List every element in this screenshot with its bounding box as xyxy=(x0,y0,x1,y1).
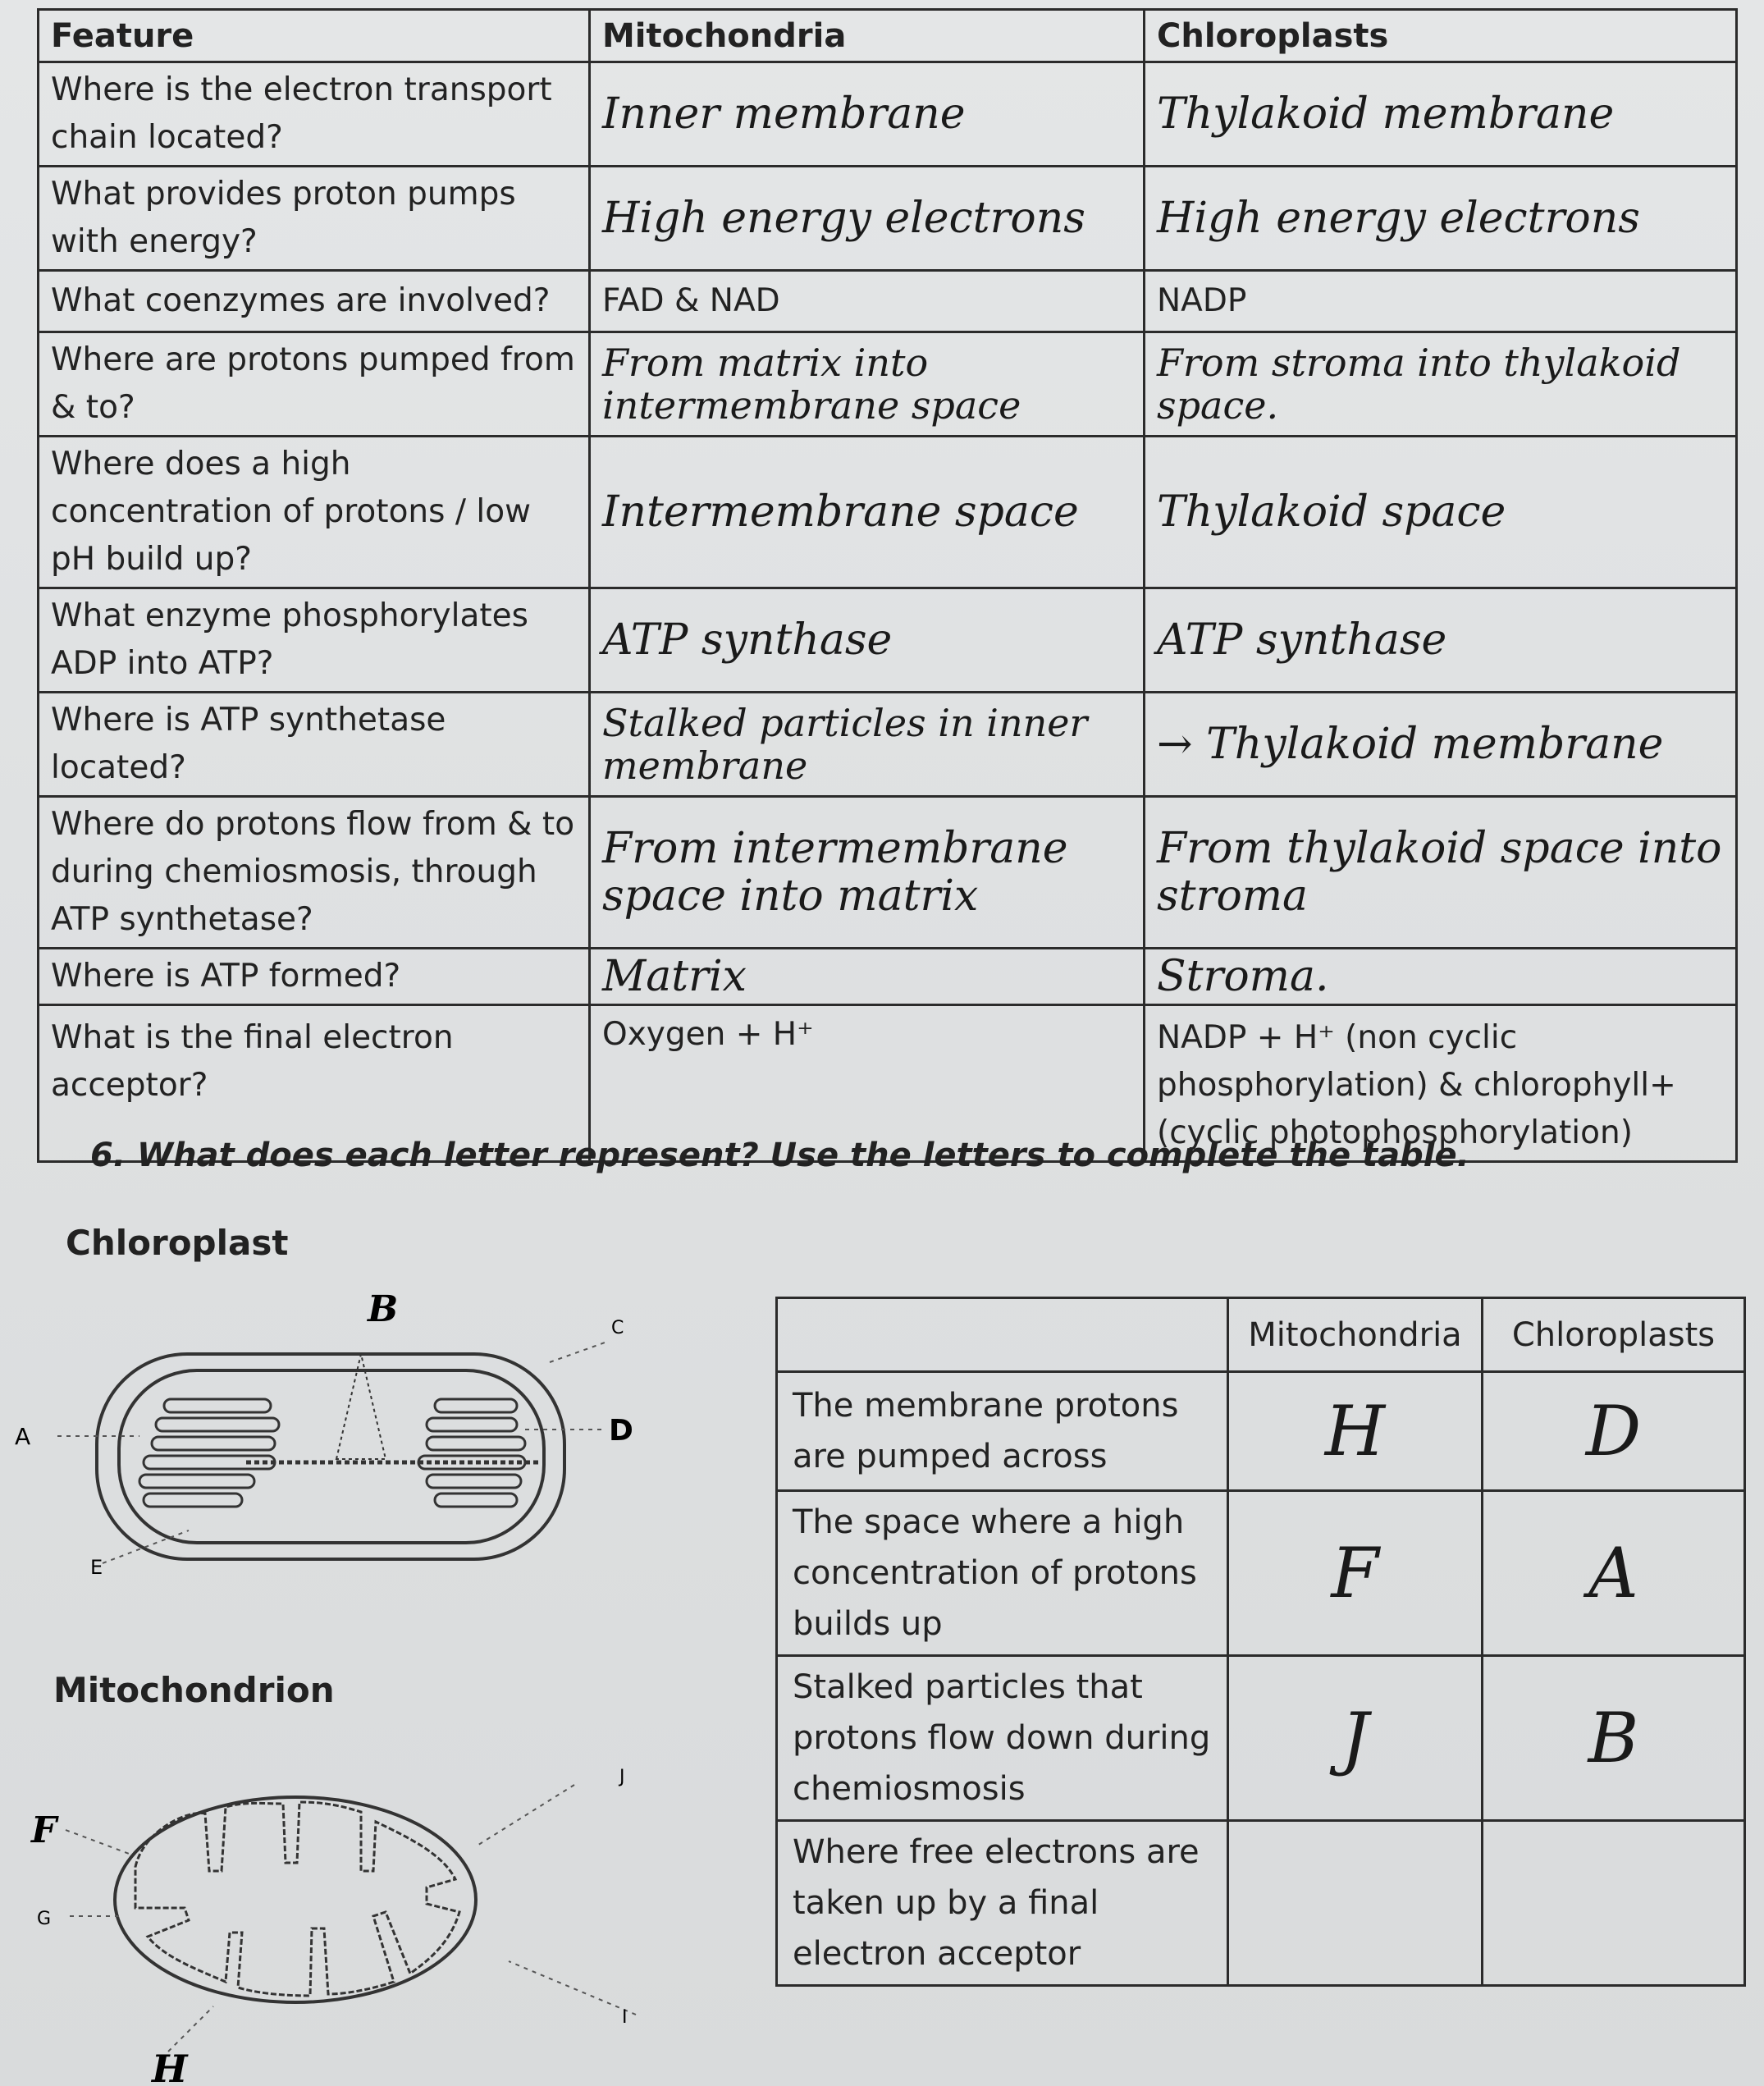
header-feature: Feature xyxy=(39,10,590,62)
chloroplast-label-b: B xyxy=(368,1288,399,1330)
feature-comparison-table xyxy=(37,8,1738,1163)
chloroplasts-answer: From thylakoid space into stroma xyxy=(1145,797,1737,949)
thylakoid-stack-right xyxy=(418,1399,525,1507)
feature-cell: What is the final electron acceptor? xyxy=(39,1005,590,1162)
mitochondria-letter xyxy=(1228,1821,1483,1986)
mitochondria-letter: J xyxy=(1228,1656,1483,1821)
mitochondria-answer: From matrix into intermembrane space xyxy=(590,332,1145,437)
question-text: 6. What does each letter represent? Use the letters to complete the table. xyxy=(90,1137,1469,1174)
letter-answer-table xyxy=(775,1297,1746,1987)
question-cell: The space where a high concentration of protons builds up xyxy=(777,1491,1228,1656)
header-mitochondria: Mitochondria xyxy=(1228,1298,1483,1372)
chloroplasts-answer: Thylakoid space xyxy=(1145,437,1737,588)
thylakoid-stack-left xyxy=(139,1399,279,1507)
chloroplast-label-e: E xyxy=(90,1556,103,1579)
feature-cell: Where are protons pumped from & to? xyxy=(39,332,590,437)
mitochondria-answer: Intermembrane space xyxy=(590,437,1145,588)
feature-cell: Where do protons flow from & to during chemiosmosis, through ATP synthetase? xyxy=(39,797,590,949)
table-row xyxy=(777,1656,1745,1821)
chloroplasts-letter: A xyxy=(1483,1491,1745,1656)
chloroplast-label-c: C xyxy=(611,1318,624,1338)
mitochondrion-outer-membrane xyxy=(115,1797,476,2002)
table-row xyxy=(39,271,1737,332)
mitochondria-letter: F xyxy=(1228,1491,1483,1656)
mitochondrion-inner-membrane xyxy=(135,1802,459,1996)
chloroplasts-answer: NADP + H⁺ (non cyclic phosphorylation) & chlorophyll+ (cyclic photophosphorylation) xyxy=(1145,1005,1737,1162)
table-row xyxy=(39,332,1737,437)
mitochondria-answer: Matrix xyxy=(590,949,1145,1005)
chloroplasts-letter: B xyxy=(1483,1656,1745,1821)
table-row xyxy=(39,693,1737,797)
question-cell: The membrane protons are pumped across xyxy=(777,1372,1228,1491)
feature-cell: Where does a high concentration of protons / low pH build up? xyxy=(39,437,590,588)
mitochondria-answer: From intermembrane space into matrix xyxy=(590,797,1145,949)
mitochondria-answer: Stalked particles in inner membrane xyxy=(590,693,1145,797)
table-row xyxy=(39,949,1737,1005)
header-chloroplasts: Chloroplasts xyxy=(1483,1298,1745,1372)
mitochondria-answer: Inner membrane xyxy=(590,62,1145,167)
mitochondria-answer: ATP synthase xyxy=(590,588,1145,693)
chloroplasts-letter: D xyxy=(1483,1372,1745,1491)
mitochondria-letter: H xyxy=(1228,1372,1483,1491)
mitochondrion-title: Mitochondrion xyxy=(53,1670,335,1710)
table-row xyxy=(39,797,1737,949)
mitochondrion-label-g: G xyxy=(37,1909,52,1929)
question-cell: Stalked particles that protons flow down during chemiosmosis xyxy=(777,1656,1228,1821)
table-row xyxy=(777,1372,1745,1491)
header-blank xyxy=(777,1298,1228,1372)
mitochondria-answer: FAD & NAD xyxy=(590,271,1145,332)
mitochondrion-label-j: J xyxy=(619,1767,625,1787)
feature-cell: Where is ATP formed? xyxy=(39,949,590,1005)
table-header-row xyxy=(777,1298,1745,1372)
mitochondria-answer: High energy electrons xyxy=(590,167,1145,271)
chloroplasts-answer: Thylakoid membrane xyxy=(1145,62,1737,167)
header-mitochondria: Mitochondria xyxy=(590,10,1145,62)
table-row xyxy=(39,437,1737,588)
chloroplast-diagram xyxy=(0,1280,738,1592)
chloroplast-label-a: A xyxy=(15,1423,31,1450)
table-row xyxy=(777,1491,1745,1656)
mitochondrion-label-i: I xyxy=(622,2007,628,2028)
header-chloroplasts: Chloroplasts xyxy=(1145,10,1737,62)
feature-cell: Where is ATP synthetase located? xyxy=(39,693,590,797)
chloroplast-label-d: D xyxy=(609,1414,633,1448)
question-cell: Where free electrons are taken up by a final electron acceptor xyxy=(777,1821,1228,1986)
chloroplasts-answer: → Thylakoid membrane xyxy=(1145,693,1737,797)
feature-cell: What provides proton pumps with energy? xyxy=(39,167,590,271)
feature-cell: What enzyme phosphorylates ADP into ATP? xyxy=(39,588,590,693)
chloroplast-title: Chloroplast xyxy=(66,1223,289,1263)
mitochondrion-label-f: F xyxy=(31,1809,57,1851)
chloroplasts-answer: ATP synthase xyxy=(1145,588,1737,693)
feature-cell: What coenzymes are involved? xyxy=(39,271,590,332)
chloroplasts-answer: From stroma into thylakoid space. xyxy=(1145,332,1737,437)
table-row xyxy=(39,62,1737,167)
mitochondrion-label-h: H xyxy=(152,2047,188,2086)
feature-cell: Where is the electron transport chain located? xyxy=(39,62,590,167)
chloroplasts-answer: High energy electrons xyxy=(1145,167,1737,271)
table-row xyxy=(39,588,1737,693)
chloroplasts-answer: NADP xyxy=(1145,271,1737,332)
table-header-row xyxy=(39,10,1737,62)
mitochondrion-diagram xyxy=(0,1748,738,2086)
table-row xyxy=(39,167,1737,271)
table-row xyxy=(777,1821,1745,1986)
chloroplasts-answer: Stroma. xyxy=(1145,949,1737,1005)
mitochondria-answer: Oxygen + H⁺ xyxy=(590,1005,1145,1162)
chloroplasts-letter xyxy=(1483,1821,1745,1986)
